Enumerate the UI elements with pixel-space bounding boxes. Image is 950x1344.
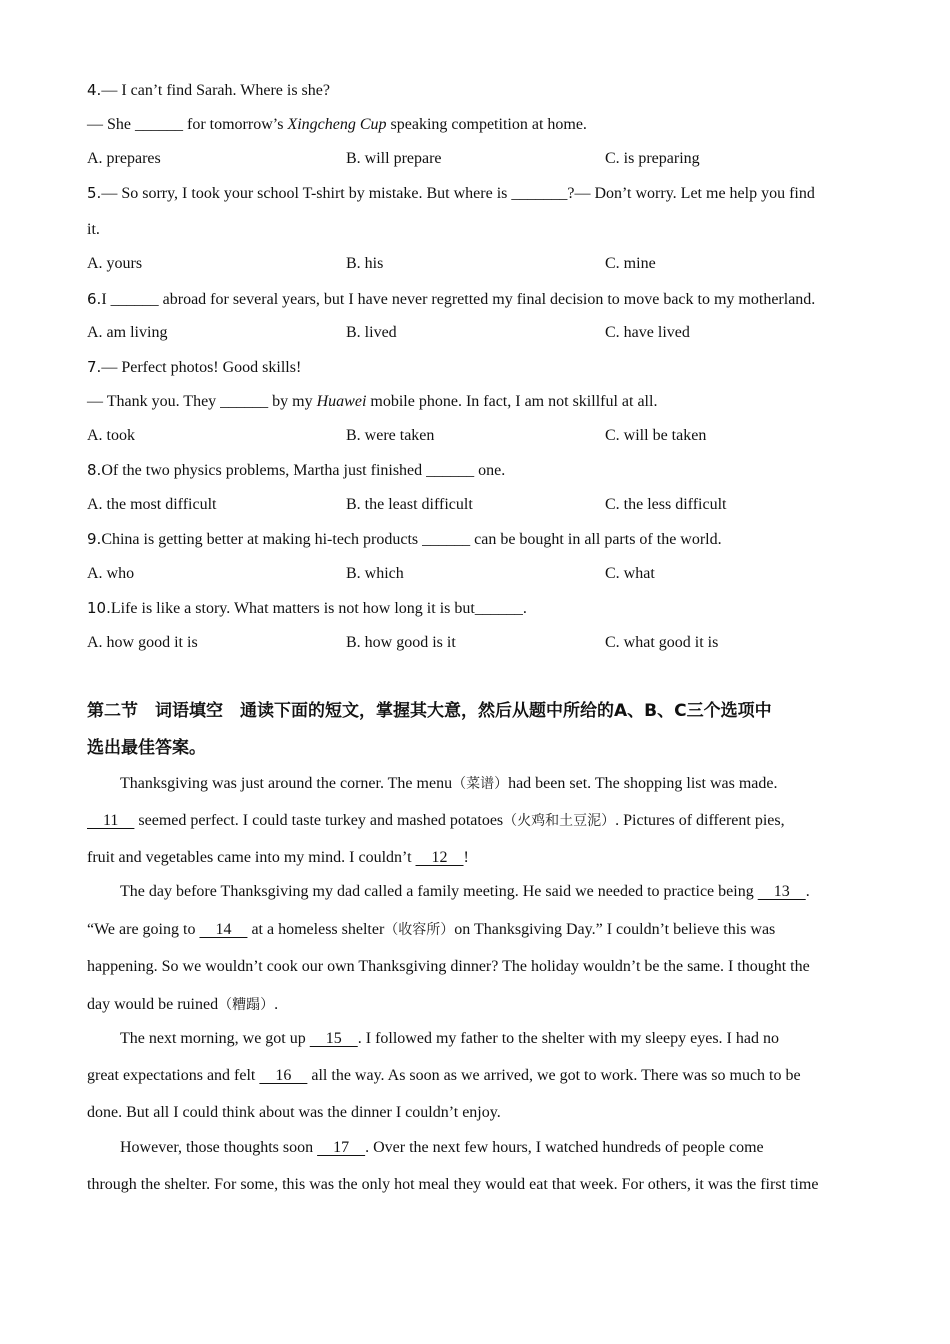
blank-16[interactable]: 16: [259, 1067, 308, 1084]
option-a[interactable]: A. yours: [87, 255, 143, 272]
option-b[interactable]: B. how good is it: [346, 634, 456, 651]
question-10-stem: 10.Life is like a story. What matters is not how long it is but______.: [87, 599, 527, 617]
option-c[interactable]: C. what: [605, 565, 655, 582]
option-b[interactable]: B. will prepare: [346, 150, 442, 167]
question-8-stem: 8.Of the two physics problems, Martha just finished ______ one.: [87, 461, 506, 479]
question-4-line2: — She ______ for tomorrow’s Xingcheng Cup speaking competition at home.: [87, 116, 587, 133]
blank-13[interactable]: 13: [757, 883, 806, 900]
option-a[interactable]: A. prepares: [87, 150, 161, 167]
option-a[interactable]: A. took: [87, 427, 135, 444]
passage-p1-line3: fruit and vegetables came into my mind. I couldn’t 12 !: [87, 849, 469, 866]
option-c[interactable]: C. have lived: [605, 324, 690, 341]
section-heading-cont: 选出最佳答案。: [87, 738, 206, 758]
option-a[interactable]: A. how good it is: [87, 634, 198, 651]
passage-p2-line4: day would be ruined（糟蹋）.: [87, 996, 279, 1013]
passage-p2-line1: The day before Thanksgiving my dad called a family meeting. He said we needed to practice being 13 .: [120, 883, 810, 900]
passage-p3-line2: great expectations and felt 16 all the way. As soon as we arrived, we got to work. There was so much to be: [87, 1067, 801, 1084]
question-number: 9.: [87, 530, 102, 548]
blank-12[interactable]: 12: [415, 849, 464, 866]
option-a[interactable]: A. the most difficult: [87, 496, 217, 513]
option-c[interactable]: C. will be taken: [605, 427, 707, 444]
option-b[interactable]: B. which: [346, 565, 404, 582]
option-b[interactable]: B. the least difficult: [346, 496, 473, 513]
question-number: 4.: [87, 81, 102, 99]
question-5-line2: it.: [87, 221, 100, 238]
option-c[interactable]: C. what good it is: [605, 634, 719, 651]
option-c[interactable]: C. the less difficult: [605, 496, 727, 513]
blank-14[interactable]: 14: [199, 921, 248, 938]
italic-term: Huawei: [316, 393, 367, 410]
question-7-line2: — Thank you. They ______ by my Huawei mobile phone. In fact, I am not skillful at all.: [87, 393, 658, 410]
passage-p1-line1: Thanksgiving was just around the corner. The menu（菜谱）had been set. The shopping list was made.: [120, 775, 778, 792]
question-5-stem: 5.— So sorry, I took your school T-shirt by mistake. But where is _______?— Don’t worry. Let me help you find: [87, 184, 815, 202]
passage-p2-line2: “We are going to 14 at a homeless shelter（收容所）on Thanksgiving Day.” I couldn’t believe this was: [87, 921, 776, 938]
passage-p4-line1: However, those thoughts soon 17 . Over the next few hours, I watched hundreds of people come: [120, 1139, 764, 1156]
question-7-stem: 7.— Perfect photos! Good skills!: [87, 358, 302, 376]
question-number: 8.: [87, 461, 102, 479]
section-heading: 第二节 词语填空 通读下面的短文，掌握其大意，然后从题中所给的A、B、C三个选项中: [87, 701, 772, 721]
question-9-stem: 9.China is getting better at making hi-tech products ______ can be bought in all parts of the world.: [87, 530, 722, 548]
passage-p1-line2: 11 seemed perfect. I could taste turkey and mashed potatoes（火鸡和土豆泥）. Pictures of different pies,: [87, 812, 785, 829]
question-number: 10.: [87, 599, 111, 617]
passage-p3-line3: done. But all I could think about was the dinner I couldn’t enjoy.: [87, 1104, 501, 1121]
question-number: 5.: [87, 184, 102, 202]
question-number: 7.: [87, 358, 102, 376]
option-a[interactable]: A. am living: [87, 324, 168, 341]
italic-term: Xingcheng Cup: [287, 116, 387, 133]
question-4-stem: 4.— I can’t find Sarah. Where is she?: [87, 81, 330, 99]
passage-p4-line2: through the shelter. For some, this was the only hot meal they would eat that week. For others, it was the first time: [87, 1176, 819, 1193]
option-b[interactable]: B. his: [346, 255, 384, 272]
option-c[interactable]: C. mine: [605, 255, 656, 272]
blank-11[interactable]: 11: [87, 812, 135, 829]
blank-17[interactable]: 17: [317, 1139, 366, 1156]
question-number: 6.: [87, 290, 102, 308]
option-c[interactable]: C. is preparing: [605, 150, 700, 167]
passage-p2-line3: happening. So we wouldn’t cook our own Thanksgiving dinner? The holiday wouldn’t be the same. I thought the: [87, 958, 810, 975]
question-6-stem: 6.I ______ abroad for several years, but I have never regretted my final decision to move back to my motherland.: [87, 290, 816, 308]
option-b[interactable]: B. lived: [346, 324, 397, 341]
blank-15[interactable]: 15: [309, 1030, 358, 1047]
option-b[interactable]: B. were taken: [346, 427, 435, 444]
option-a[interactable]: A. who: [87, 565, 135, 582]
passage-p3-line1: The next morning, we got up 15 . I followed my father to the shelter with my sleepy eyes. I had no: [120, 1030, 779, 1047]
